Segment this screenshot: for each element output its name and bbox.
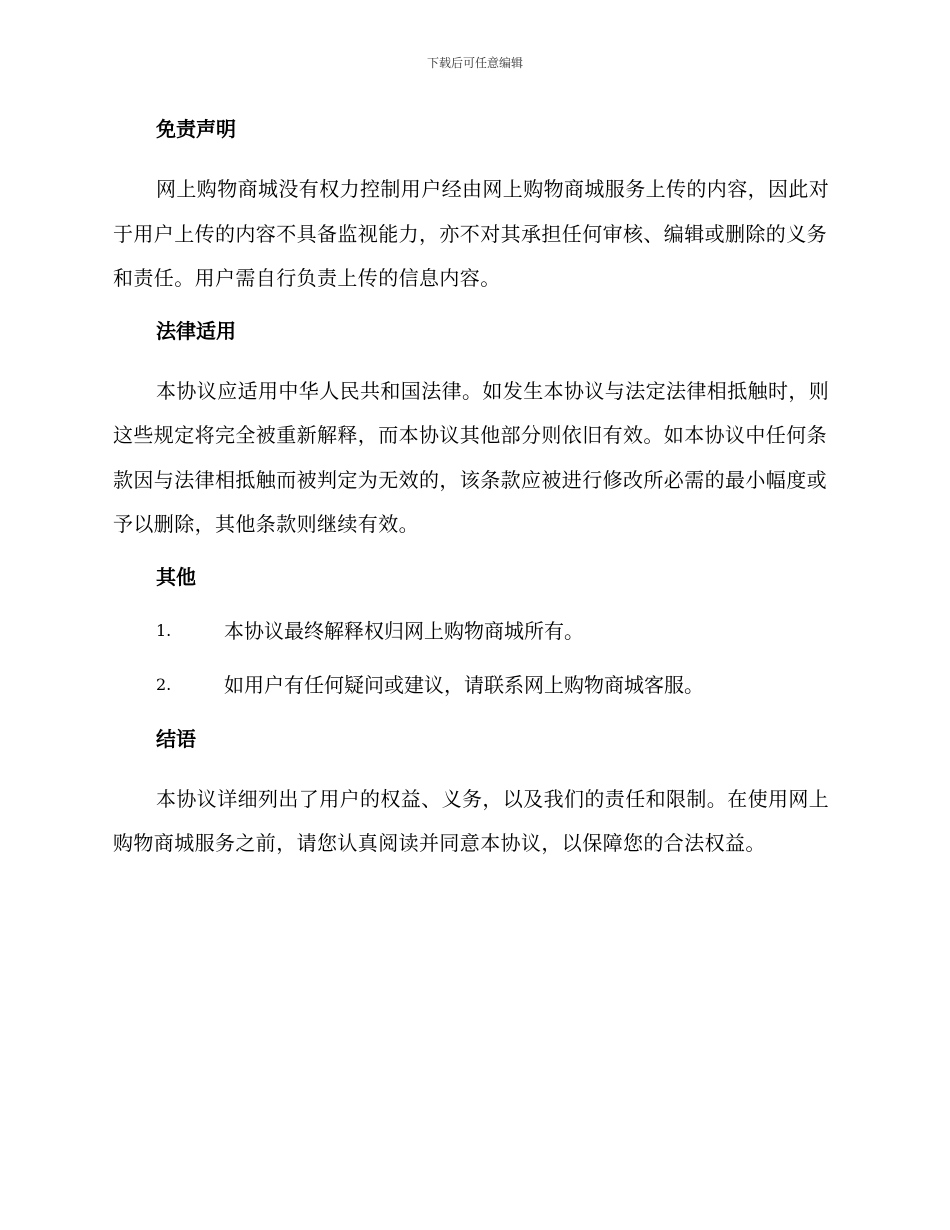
section-paragraph-disclaimer: 网上购物商城没有权力控制用户经由网上购物商城服务上传的内容，因此对于用户上传的内容不具备监视能力，亦不对其承担任何审核、编辑或删除的义务和责任。用户需自行负责上传的信息内容。 bbox=[113, 177, 830, 290]
section-heading-other: 其他 bbox=[156, 564, 196, 589]
document-body bbox=[113, 113, 833, 870]
list-item-number: 2. bbox=[156, 674, 172, 694]
list-item-text: 本协议最终解释权归网上购物商城所有。 bbox=[224, 618, 584, 643]
header-note: 下载后可任意编辑 bbox=[426, 56, 523, 70]
section-heading-disclaimer: 免责声明 bbox=[156, 117, 236, 141]
section-paragraph-law: 本协议应适用中华人民共和国法律。如发生本协议与法定法律相抵触时，则这些规定将完全被重新解释，而本协议其他部分则依旧有效。如本协议中任何条款因与法律相抵触而被判定为无效的，该条款应被进行修改所必需的最小幅度或予以删除，其他条款则继续有效。 bbox=[113, 378, 830, 536]
section-paragraph-conclusion: 本协议详细列出了用户的权益、义务，以及我们的责任和限制。在使用网上购物商城服务之前，请您认真阅读并同意本协议，以保障您的合法权益。 bbox=[113, 786, 830, 855]
section-heading-law: 法律适用 bbox=[156, 318, 236, 343]
list-item-number: 1. bbox=[156, 620, 172, 640]
section-heading-conclusion: 结语 bbox=[156, 726, 196, 751]
list-item bbox=[113, 615, 833, 647]
list-item-text: 如用户有任何疑问或建议，请联系网上购物商城客服。 bbox=[224, 672, 704, 697]
list-item bbox=[113, 669, 833, 701]
